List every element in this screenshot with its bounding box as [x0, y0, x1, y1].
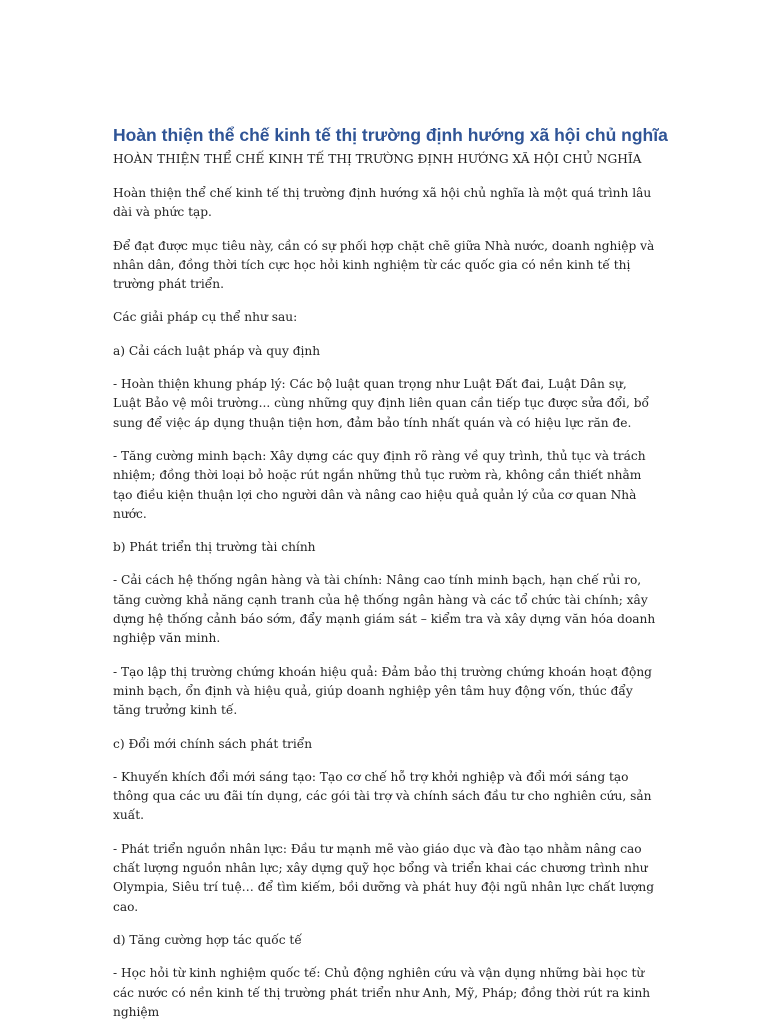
paragraph-solutions-lead: Các giải pháp cụ thể như sau:	[113, 310, 298, 325]
paragraph-human-resources: - Phát triển nguồn nhân lực: Đầu tư mạnh mẽ vào giáo dục và đào tạo nhằm nâng cao chất lượng nguồn nhân lực; xây dựng quỹ học bổng và triển khai các chương trình như Olympia, Siêu trí tuệ… để tìm kiếm, bồi dưỡng và phát huy đội ngũ nhân lực chất lượng cao.	[113, 841, 655, 914]
paragraph-transparency: - Tăng cường minh bạch: Xây dựng các quy định rõ ràng về quy trình, thủ tục và trách nhiệm; đồng thời loại bỏ hoặc rút ngắn những thủ tục rườm rà, không cần thiết nhằm tạo điều kiện thuận lợi cho người dân và nâng cao hiệu quả quản lý của cơ quan Nhà nước.	[113, 448, 646, 521]
document-subtitle: HOÀN THIỆN THỂ CHẾ KINH TẾ THỊ TRƯỜNG ĐỊNH HƯỚNG XÃ HỘI CHỦ NGHĨA	[113, 152, 642, 166]
section-heading-d: d) Tăng cường hợp tác quốc tế	[113, 932, 302, 947]
paragraph-international-experience: - Học hỏi từ kinh nghiệm quốc tế: Chủ động nghiên cứu và vận dụng những bài học từ các nước có nền kinh tế thị trường phát triển như Anh, Mỹ, Pháp; đồng thời rút ra kinh nghiệm	[113, 966, 651, 1019]
section-heading-c: c) Đổi mới chính sách phát triển	[113, 736, 313, 751]
section-heading-b: b) Phát triển thị trường tài chính	[113, 540, 316, 555]
paragraph-intro: Hoàn thiện thể chế kinh tế thị trường định hướng xã hội chủ nghĩa là một quá trình lâu dài và phức tạp.	[113, 186, 652, 220]
paragraph-banking-reform: - Cải cách hệ thống ngân hàng và tài chính: Nâng cao tính minh bạch, hạn chế rủi ro, tăng cường khả năng cạnh tranh của hệ thống ngân hàng và các tổ chức tài chính; xây dựng hệ thống cảnh báo sớm, đẩy mạnh giám sát – kiểm tra và xây dựng văn hóa doanh nghiệp văn minh.	[113, 573, 656, 646]
paragraph-legal-framework: - Hoàn thiện khung pháp lý: Các bộ luật quan trọng như Luật Đất đai, Luật Dân sự, Luật Bảo vệ môi trường... cùng những quy định liên quan cần tiếp tục được sửa đổi, bổ sung để việc áp dụng thuận tiện hơn, đảm bảo tính nhất quán và có hiệu lực răn đe.	[113, 377, 649, 430]
document-title: Hoàn thiện thể chế kinh tế thị trường định hướng xã hội chủ nghĩa	[113, 125, 668, 145]
document-body	[113, 184, 658, 1022]
paragraph-innovation: - Khuyến khích đổi mới sáng tạo: Tạo cơ chế hỗ trợ khởi nghiệp và đổi mới sáng tạo thông qua các ưu đãi tín dụng, các gói tài trợ và chính sách đầu tư cho nghiên cứu, sản xuất.	[113, 769, 652, 823]
paragraph-goal: Để đạt được mục tiêu này, cần có sự phối hợp chặt chẽ giữa Nhà nước, doanh nghiệp và nhân dân, đồng thời tích cực học hỏi kinh nghiệm từ các quốc gia có nền kinh tế thị trường phát triển.	[113, 238, 655, 292]
section-heading-a: a) Cải cách luật pháp và quy định	[113, 343, 321, 358]
paragraph-stock-market: - Tạo lập thị trường chứng khoán hiệu quả: Đảm bảo thị trường chứng khoán hoạt động minh bạch, ổn định và hiệu quả, giúp doanh nghiệp yên tâm huy động vốn, thúc đẩy tăng trưởng kinh tế.	[113, 664, 652, 718]
